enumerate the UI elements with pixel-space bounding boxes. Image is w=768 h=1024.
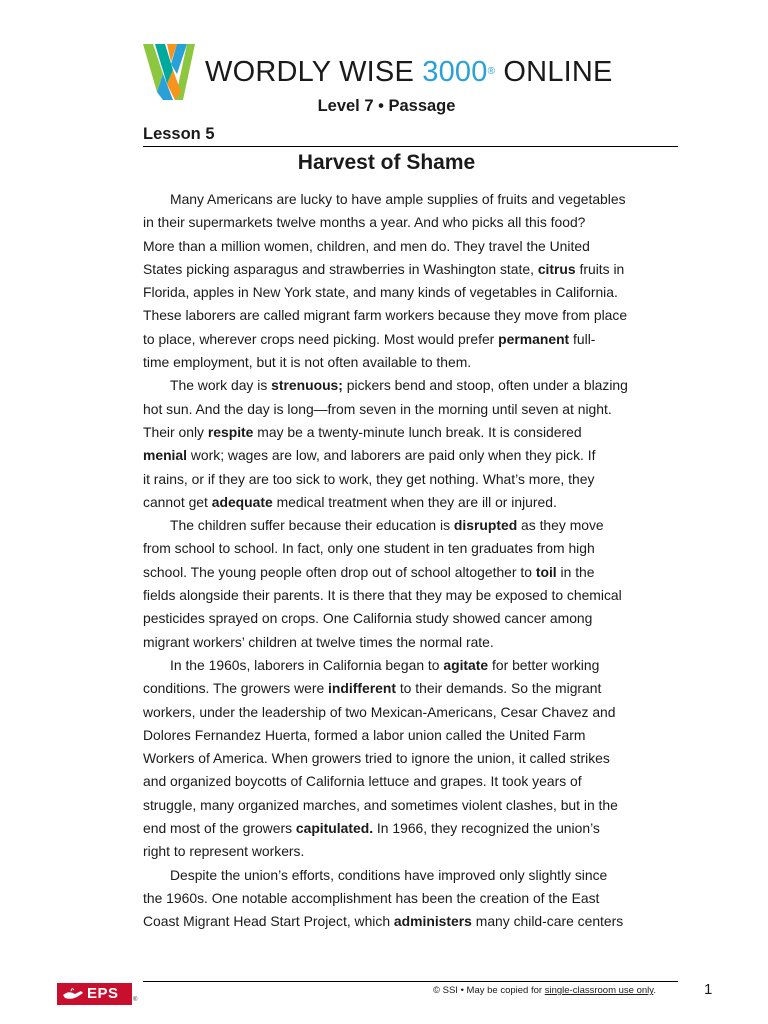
passage-text: for better working bbox=[488, 656, 600, 673]
vocabulary-word: indifferent bbox=[328, 680, 396, 697]
vocabulary-word: respite bbox=[207, 423, 254, 440]
passage-text: time employment, but it is not often available to them. bbox=[143, 354, 472, 371]
passage-line bbox=[143, 537, 638, 560]
passage-text: Despite the union’s efforts, conditions have improved only slightly since bbox=[170, 866, 608, 883]
header-divider bbox=[143, 146, 678, 147]
passage-body bbox=[143, 188, 638, 934]
wordly-wise-logo-icon bbox=[143, 44, 195, 100]
passage-text: The work day is bbox=[170, 377, 272, 394]
passage-text: The children suffer because their education is bbox=[170, 517, 454, 534]
passage-text: right to represent workers. bbox=[143, 843, 305, 860]
passage-line bbox=[143, 468, 638, 491]
passage-text: workers, under the leadership of two Mexican-Americans, Cesar Chavez and bbox=[143, 703, 616, 720]
passage-line bbox=[143, 351, 638, 374]
passage-text: it rains, or if they are too sick to work, they get nothing. What’s more, they bbox=[143, 470, 595, 487]
passage-text: In the 1960s, laborers in California began to bbox=[170, 656, 444, 673]
passage-line bbox=[143, 631, 638, 654]
passage-line bbox=[143, 864, 638, 887]
passage-line bbox=[143, 677, 638, 700]
lesson-label: Lesson 5 bbox=[143, 125, 215, 143]
passage-text: end most of the growers bbox=[143, 820, 296, 837]
passage-text: migrant workers’ children at twelve times the normal rate. bbox=[143, 633, 494, 650]
passage-line bbox=[143, 211, 638, 234]
passage-text: struggle, many organized marches, and sometimes violent clashes, but in the bbox=[143, 796, 618, 813]
passage-text: conditions. The growers were bbox=[143, 680, 329, 697]
footer-divider bbox=[143, 981, 678, 982]
passage-text: pesticides sprayed on crops. One California study showed cancer among bbox=[143, 610, 593, 627]
passage-line bbox=[143, 281, 638, 304]
passage-text: to place, wherever crops need picking. Most would prefer bbox=[143, 330, 499, 347]
passage-text: fruits in bbox=[575, 260, 625, 277]
passage-text: fields alongside their parents. It is there that they may be exposed to chemical bbox=[143, 587, 622, 604]
passage-text: from school to school. In fact, only one student in ten graduates from high bbox=[143, 540, 595, 557]
passage-line bbox=[143, 887, 638, 910]
passage-line bbox=[143, 328, 638, 351]
passage-line bbox=[143, 910, 638, 933]
passage-text: Coast Migrant Head Start Project, which bbox=[143, 913, 394, 930]
passage-line bbox=[143, 235, 638, 258]
brand-title bbox=[205, 54, 613, 90]
copyright-notice bbox=[433, 985, 656, 996]
passage-text: In 1966, they recognized the union’s bbox=[373, 820, 600, 837]
passage-text: the 1960s. One notable accomplishment has been the creation of the East bbox=[143, 889, 600, 906]
passage-text: cannot get bbox=[143, 493, 212, 510]
eps-logo bbox=[57, 983, 132, 1005]
passage-text: in their supermarkets twelve months a year. And who picks all this food? bbox=[143, 214, 586, 231]
passage-line bbox=[143, 607, 638, 630]
vocabulary-word: toil bbox=[535, 563, 557, 580]
passage-text: hot sun. And the day is long—from seven in the morning until seven at night. bbox=[143, 400, 612, 417]
passage-text: and organized boycotts of California lettuce and grapes. It took years of bbox=[143, 773, 582, 790]
passage-text: Many Americans are lucky to have ample supplies of fruits and vegetables bbox=[170, 191, 626, 207]
vocabulary-word: menial bbox=[143, 447, 188, 464]
passage-line bbox=[143, 398, 638, 421]
passage-line bbox=[143, 701, 638, 724]
passage-text: to their demands. So the migrant bbox=[395, 680, 602, 697]
passage-line bbox=[143, 258, 638, 281]
vocabulary-word: adequate bbox=[211, 493, 273, 510]
passage-text: Florida, apples in New York state, and many kinds of vegetables in California. bbox=[143, 284, 618, 301]
lamp-icon bbox=[61, 987, 85, 1001]
vocabulary-word: capitulated. bbox=[295, 820, 374, 837]
copyright-suffix: . bbox=[653, 985, 656, 996]
passage-text: Their only bbox=[143, 423, 208, 440]
passage-line bbox=[143, 188, 638, 211]
passage-line bbox=[143, 840, 638, 863]
passage-line bbox=[143, 817, 638, 840]
passage-line bbox=[143, 444, 638, 467]
passage-text: full- bbox=[569, 330, 596, 347]
copyright-prefix: © SSI • May be copied for bbox=[433, 985, 545, 996]
passage-line bbox=[143, 584, 638, 607]
passage-text: medical treatment when they are ill or injured. bbox=[272, 493, 557, 510]
passage-text: many child-care centers bbox=[471, 913, 624, 930]
brand-prefix: WORDLY WISE bbox=[205, 56, 423, 88]
passage-line bbox=[143, 794, 638, 817]
passage-line bbox=[143, 561, 638, 584]
passage-text: These laborers are called migrant farm workers because they move from place bbox=[143, 307, 628, 324]
passage-line bbox=[143, 514, 638, 537]
passage-line bbox=[143, 654, 638, 677]
passage-text: school. The young people often drop out of school altogether to bbox=[143, 563, 536, 580]
vocabulary-word: citrus bbox=[537, 260, 576, 277]
vocabulary-word: strenuous; bbox=[271, 377, 343, 394]
passage-text: States picking asparagus and strawberries in Washington state, bbox=[143, 260, 538, 277]
passage-text: Dolores Fernandez Huerta, formed a labor union called the United Farm bbox=[143, 726, 586, 743]
brand-number: 3000 bbox=[422, 56, 488, 88]
passage-line bbox=[143, 304, 638, 327]
passage-text: may be a twenty-minute lunch break. It is considered bbox=[253, 423, 582, 440]
passage-text: More than a million women, children, and men do. They travel the United bbox=[143, 237, 590, 254]
brand-suffix: ONLINE bbox=[495, 56, 613, 88]
passage-line bbox=[143, 770, 638, 793]
passage-line bbox=[143, 724, 638, 747]
brand-trademark: ® bbox=[487, 66, 496, 77]
passage-text: as they move bbox=[517, 517, 604, 534]
eps-logo-text: EPS bbox=[87, 985, 119, 1002]
passage-title: Harvest of Shame bbox=[297, 151, 476, 174]
copyright-usage-link: single-classroom use only bbox=[544, 985, 654, 996]
passage-line bbox=[143, 421, 638, 444]
eps-registered-mark: ® bbox=[133, 997, 138, 1003]
passage-text: work; wages are low, and laborers are paid only when they pick. If bbox=[187, 447, 596, 464]
page-number: 1 bbox=[704, 981, 713, 998]
vocabulary-word: permanent bbox=[498, 330, 570, 347]
vocabulary-word: administers bbox=[393, 913, 472, 930]
passage-text: Workers of America. When growers tried to ignore the union, it called strikes bbox=[143, 750, 610, 767]
vocabulary-word: agitate bbox=[443, 656, 489, 673]
vocabulary-word: disrupted bbox=[453, 517, 518, 534]
level-subtitle: Level 7 • Passage bbox=[317, 97, 456, 115]
passage-text: pickers bend and stoop, often under a blazing bbox=[342, 377, 628, 394]
passage-line bbox=[143, 747, 638, 770]
passage-text: in the bbox=[556, 563, 595, 580]
passage-line bbox=[143, 491, 638, 514]
passage-line bbox=[143, 374, 638, 397]
